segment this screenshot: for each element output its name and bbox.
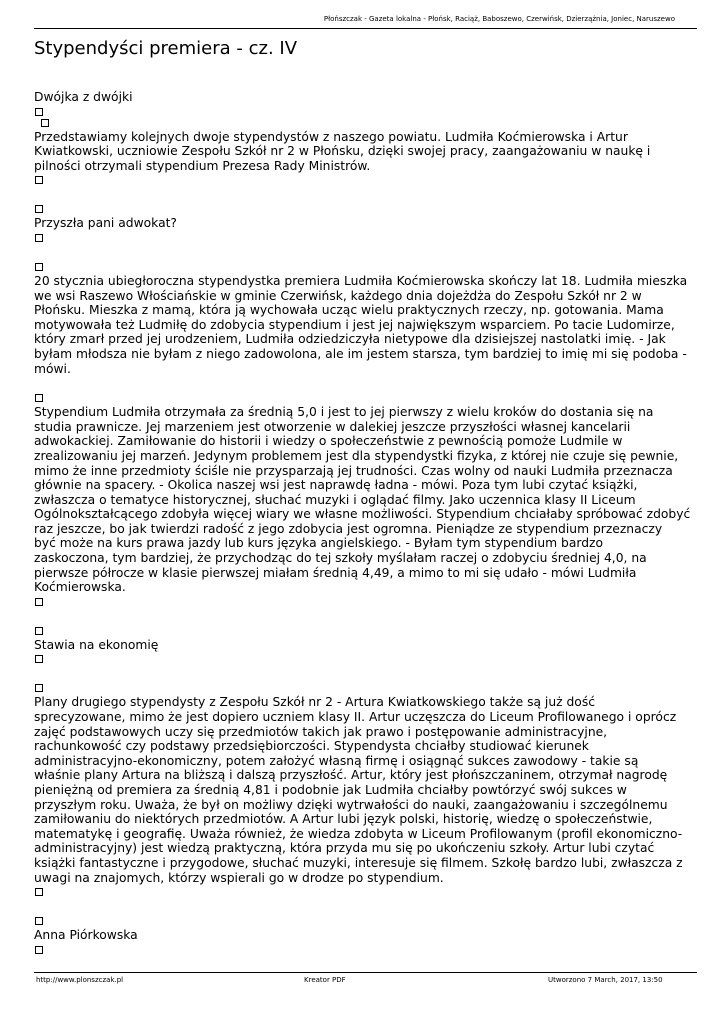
text-line: właśnie plany Artura na bliższą i dalszą przyszłość. Artur, który jest płońszczaninem, otrzymał nagrodę (34, 768, 668, 783)
header-divider (34, 28, 697, 29)
text-line: 20 stycznia ubiegłoroczna stypendystka premiera Ludmiła Koćmierowska skończy lat 18. Ludmiła mieszka (34, 273, 688, 288)
paragraph (34, 695, 697, 885)
text-line: przyszłym roku. Uważa, że był on możliwy dzięki wytrwałości do nauki, zaangażowaniu i szczególnemu (34, 797, 668, 812)
text-line: pieniężną od premiera za średnią 4,81 i podobnie jak Ludmiła chciałby powtórzyć swój sukces w (34, 783, 627, 797)
text-line: we wsi Raszewo Włościańskie w gminie Czerwińsk, każdego dnia dojeżdża do Zespołu Szkół nr 2 w (34, 288, 642, 303)
text-line: Plany drugiego stypendysty z Zespołu Szkół nr 2 - Artura Kwiatkowskiego także są już dość (34, 695, 596, 710)
text-line: adwokackiej. Zamiłowanie do historii i wiedzy o społeczeństwie z pewnością pomoże Ludmile w (34, 434, 623, 449)
text-line: pilności otrzymali stypendium Prezesa Rady Ministrów. (34, 158, 371, 173)
text-line: Kwiatkowski, uczniowie Zespołu Szkół nr 2 w Płońsku, dzięki swojej pracy, zaangażowaniu w naukę i (34, 144, 651, 159)
text-line: zajęć podstawowych uczy się przedmiotów takich jak prawo i postępowanie administracyjne, (34, 724, 608, 739)
text-line: byłam młodsza nie byłam z niego zadowolona, ale im jestem starsza, tym bardziej to imię mi się podoba - (34, 346, 687, 361)
text-line: rachunkowość czy podstawy przedsiębiorczości. Stypendysta chciałby studiować kierunek (34, 739, 589, 754)
text-line: Ogólnokształcącego zdobyła więcej wiary we własne możliwości. Stypendium chciałaby spróbować zdobyć (34, 507, 691, 522)
checkbox-icon (41, 119, 49, 127)
text-line: Przedstawiamy kolejnych dwoje stypendystów z naszego powiatu. Ludmiła Koćmierowska i Artur (34, 129, 628, 144)
text-line: który zmarł przed jej urodzeniem, Ludmiła odziedziczyła nietypowe dla dzisiejszej nastolatki imię. - Jak (34, 332, 666, 347)
checkbox-icon (35, 946, 43, 954)
checkbox-icon (35, 598, 43, 606)
text-line: Płońsku. Mieszka z mamą, która ją wychowała ucząc wielu praktycznych rzeczy, np. gotowania. Mama (34, 303, 664, 318)
checkbox-icon (35, 627, 43, 635)
text-line: zamiłowaniu do niektórych przedmiotów. A Artur lubi język polski, historię, wiedzę o społeczeństwie, (34, 812, 653, 827)
text-line: pierwsze półrocze w klasie pierwszej miałam średnią 4,49, a mimo to mi się udało - mówi Ludmiła (34, 565, 637, 580)
paragraph (34, 405, 697, 595)
footer-created-date: Utworzono 7 March, 2017, 13:50 (548, 976, 663, 984)
checkbox-icon (35, 684, 43, 692)
text-line: administracyjno-ekonomiczny, potem założyć własną firmę i osiągnąć sukces zawodowy - takie są (34, 753, 639, 768)
text-line: zrealizowaniu jej marzeń. Jedynym problemem jest dla stypendystki fizyka, z której nie czuje się pewnie, (34, 448, 679, 463)
article-body (34, 90, 697, 957)
text-line: matematykę i geografię. Uważa również, że wiedza zdobyta w Liceum Profilowanym (profil ekonomiczno- (34, 826, 683, 841)
text-line: głównie na spacery. - Okolica naszej wsi jest naprawdę ładna - mówi. Poza tym lubi czytać książki, (34, 478, 638, 493)
text-line: mimo że inne przedmioty ściśle nie przysparzają jej trudności. Czas wolny od nauki Ludmiła przeznacza (34, 463, 673, 478)
checkbox-icon (35, 394, 43, 402)
paragraph (34, 274, 697, 376)
checkbox-icon (35, 205, 43, 213)
footer-url-link[interactable]: http://www.plonszczak.pl (36, 976, 124, 984)
page-header: Płońszczak - Gazeta lokalna - Płońsk, Raciąż, Baboszewo, Czerwińsk, Dzierzążnia, Joniec, Naruszewo (323, 15, 675, 23)
text-line: uwagi na znajomych, którzy wspierali go w drodze po stypendium. (34, 870, 444, 885)
text-line: studia prawnicze. Jej marzeniem jest otworzenie w dalekiej jeszcze przyszłości własnej kancelarii (34, 419, 631, 434)
checkbox-icon (35, 176, 43, 184)
footer-divider (34, 972, 697, 973)
checkbox-icon (35, 655, 43, 663)
text-line: sprecyzowane, mimo że jest dopiero uczniem klasy II. Artur uczęszcza do Liceum Profilowanego i oprócz (34, 710, 677, 725)
text-line: zwłaszcza o tematyce historycznej, słuchać muzyki i oglądać filmy. Jako uczennica klasy II Liceum (34, 492, 636, 507)
footer-generator: Kreator PDF (304, 976, 346, 984)
author-name: Anna Piórkowska (34, 928, 138, 943)
text-line: zaskoczona, tym bardziej, że przychodząc do tej szkoły myślałam raczej o zdobyciu średniej 4,0, na (34, 551, 647, 566)
text-line: mówi. (34, 361, 71, 376)
checkbox-icon (35, 234, 43, 242)
section-heading: Przyszła pani adwokat? (34, 216, 177, 231)
section-heading: Dwójka z dwójki (34, 90, 133, 104)
text-line: książki fantastyczne i przygodowe, słuchać muzyki, interesuje się filmem. Szkołę bardzo lubi, zwłaszcza z (34, 855, 683, 870)
checkbox-icon (35, 263, 43, 271)
checkbox-icon (35, 888, 43, 896)
section-heading: Stawia na ekonomię (34, 637, 159, 652)
text-line: Stypendium Ludmiła otrzymała za średnią 5,0 i jest to jej pierwszy z wielu kroków do dostania się na (34, 405, 654, 420)
checkbox-icon (35, 917, 43, 925)
text-line: być może na kurs prawa jazdy lub kurs języka angielskiego. - Byłam tym stypendium bardzo (34, 536, 603, 551)
article-title: Stypendyści premiera - cz. IV (34, 38, 298, 59)
text-line: raz jeszcze, bo jak twierdzi radość z jego zdobycia jest ogromna. Pieniądze ze stypendium przeznaczy (34, 521, 663, 536)
checkbox-icon (35, 108, 43, 116)
text-line: administracyjny) jest wiedzą praktyczną, która przyda mu się po ukończeniu szkoły. Artur lubi czytać (34, 841, 655, 856)
intro-paragraph (34, 130, 697, 174)
text-line: motywowała też Ludmiłę do zdobycia stypendium i jest jej największym wsparciem. Po tacie Ludomirze, (34, 317, 675, 332)
text-line: Koćmierowska. (34, 580, 126, 595)
